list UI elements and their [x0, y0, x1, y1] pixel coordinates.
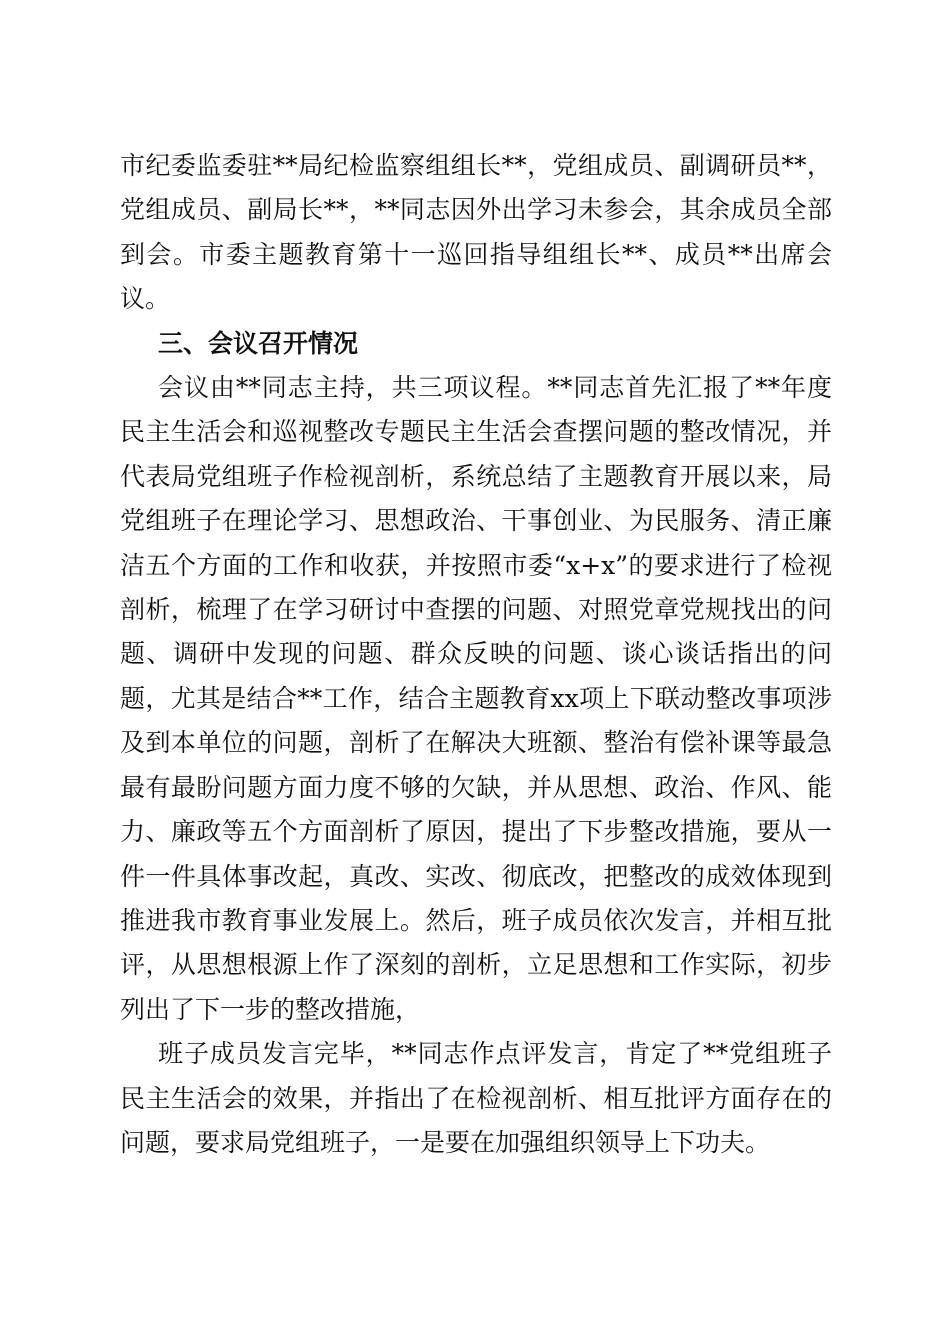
paragraph-attendance: 市纪委监委驻**局纪检监察组组长**，党组成员、副调研员**，党组成员、副局长**，**同志因外出学习未参会，其余成员全部到会。市委主题教育第十一巡回指导组组长**、成员**出席会议。: [120, 151, 832, 314]
document-body: [120, 144, 832, 1165]
paragraph-review-comments: 班子成员发言完毕，**同志作点评发言，肯定了**党组班子民主生活会的效果，并指出了在检视剖析、相互批评方面存在的问题，要求局党组班子，一是要在加强组织领导上下功夫。: [120, 1039, 832, 1157]
paragraph-meeting-agenda: 会议由**同志主持，共三项议程。**同志首先汇报了**年度民主生活会和巡视整改专题民主生活会查摆问题的整改情况，并代表局党组班子作检视剖析，系统总结了主题教育开展以来，局党组班子在理论学习、思想政治、干事创业、为民服务、清正廉洁五个方面的工作和收获，并按照市委“x+x”的要求进行了检视剖析，梳理了在学习研讨中查摆的问题、对照党章党规找出的问题、调研中发现的问题、群众反映的问题、谈心谈话指出的问题，尤其是结合**工作，结合主题教育xx项上下联动整改事项涉及到本单位的问题，剖析了在解决大班额、整治有偿补课等最急最有最盼问题方面力度不够的欠缺，并从思想、政治、作风、能力、廉政等五个方面剖析了原因，提出了下步整改措施，要从一件一件具体事改起，真改、实改、彻底改，把整改的成效体现到推进我市教育事业发展上。然后，班子成员依次发言，并相互批评，从思想根源上作了深刻的剖析，立足思想和工作实际，初步列出了下一步的整改措施，: [120, 373, 832, 1024]
section-heading-meeting-proceedings: 三、会议召开情况: [158, 328, 359, 358]
